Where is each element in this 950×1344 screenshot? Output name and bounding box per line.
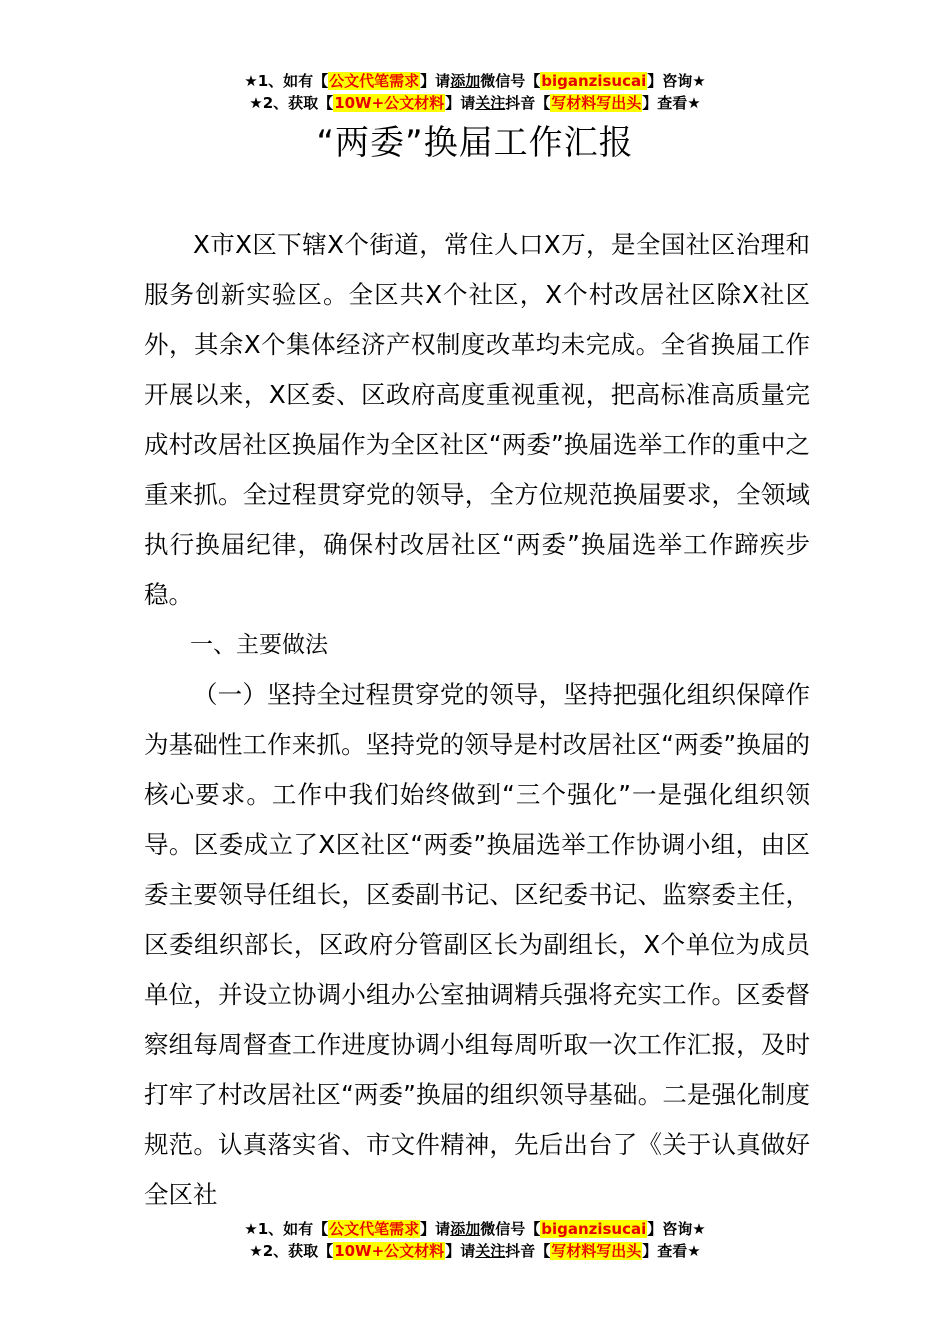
banner-underlined: 关注 [475,1242,506,1260]
banner-text: 】查看★ [642,1242,701,1260]
footer-banner [0,1218,950,1262]
banner-line-1 [0,1218,950,1240]
banner-underlined: 关注 [475,94,506,112]
banner-highlight: 10W+公文材料 [334,1242,445,1260]
banner-underlined: 添加 [450,72,481,90]
banner-highlight: 10W+公文材料 [334,94,445,112]
banner-text: ★2、获取【 [249,94,334,112]
banner-highlight: 公文代笔需求 [329,1220,420,1238]
banner-line-2 [0,92,950,114]
banner-text: 抖音【 [505,94,551,112]
banner-highlight: biganzisucai [541,1220,647,1238]
banner-highlight: 写材料写出头 [551,1242,642,1260]
banner-text: 】请 [420,1220,451,1238]
intro-paragraph: X市X区下辖X个街道，常住人口X万，是全国社区治理和服务创新实验区。全区共X个社区，X个村改居社区除X社区外，其余X个集体经济产权制度改革均未完成。全省换届工作开展以来，X区委、区政府高度重视重视，把高标准高质量完成村改居社区换届作为全区社区“两委”换届选举工作的重中之重来抓。全过程贯穿党的领导，全方位规范换届要求，全领域执行换届纪律，确保村改居社区“两委”换届选举工作蹄疾步稳。 [144,230,810,609]
banner-text: 】查看★ [642,94,701,112]
banner-text: 】咨询★ [647,72,706,90]
banner-highlight: 公文代笔需求 [329,72,420,90]
banner-text: 微信号【 [480,1220,541,1238]
banner-underlined: 添加 [450,1220,481,1238]
banner-text: 】咨询★ [647,1220,706,1238]
section-paragraph: （一）坚持全过程贯穿党的领导，坚持把强化组织保障作为基础性工作来抓。坚持党的领导是村改居社区“两委”换届的核心要求。工作中我们始终做到“三个强化”一是强化组织领导。区委成立了X区社区“两委”换届选举工作协调小组，由区委主要领导任组长，区委副书记、区纪委书记、监察委主任，区委组织部长，区政府分管副区长为副组长，X个单位为成员单位，并设立协调小组办公室抽调精兵强将充实工作。区委督察组每周督查工作进度协调小组每周听取一次工作汇报，及时打牢了村改居社区“两委”换届的组织领导基础。二是强化制度规范。认真落实省、市文件精神，先后出台了《关于认真做好全区社 [144,680,810,1209]
banner-text: ★1、如有【 [244,72,329,90]
banner-text: 】请 [445,1242,476,1260]
banner-text: 抖音【 [505,1242,551,1260]
banner-text: 微信号【 [480,72,541,90]
banner-text: 】请 [420,72,451,90]
section-heading: 一、主要做法 [190,632,328,658]
banner-text: ★2、获取【 [249,1242,334,1260]
banner-line-1 [0,70,950,92]
banner-text: 】请 [445,94,476,112]
header-banner [0,70,950,114]
banner-highlight: biganzisucai [541,72,647,90]
document-title: “两委”换届工作汇报 [316,123,634,163]
banner-text: ★1、如有【 [244,1220,329,1238]
banner-line-2 [0,1240,950,1262]
banner-highlight: 写材料写出头 [551,94,642,112]
document-body [144,220,810,1220]
